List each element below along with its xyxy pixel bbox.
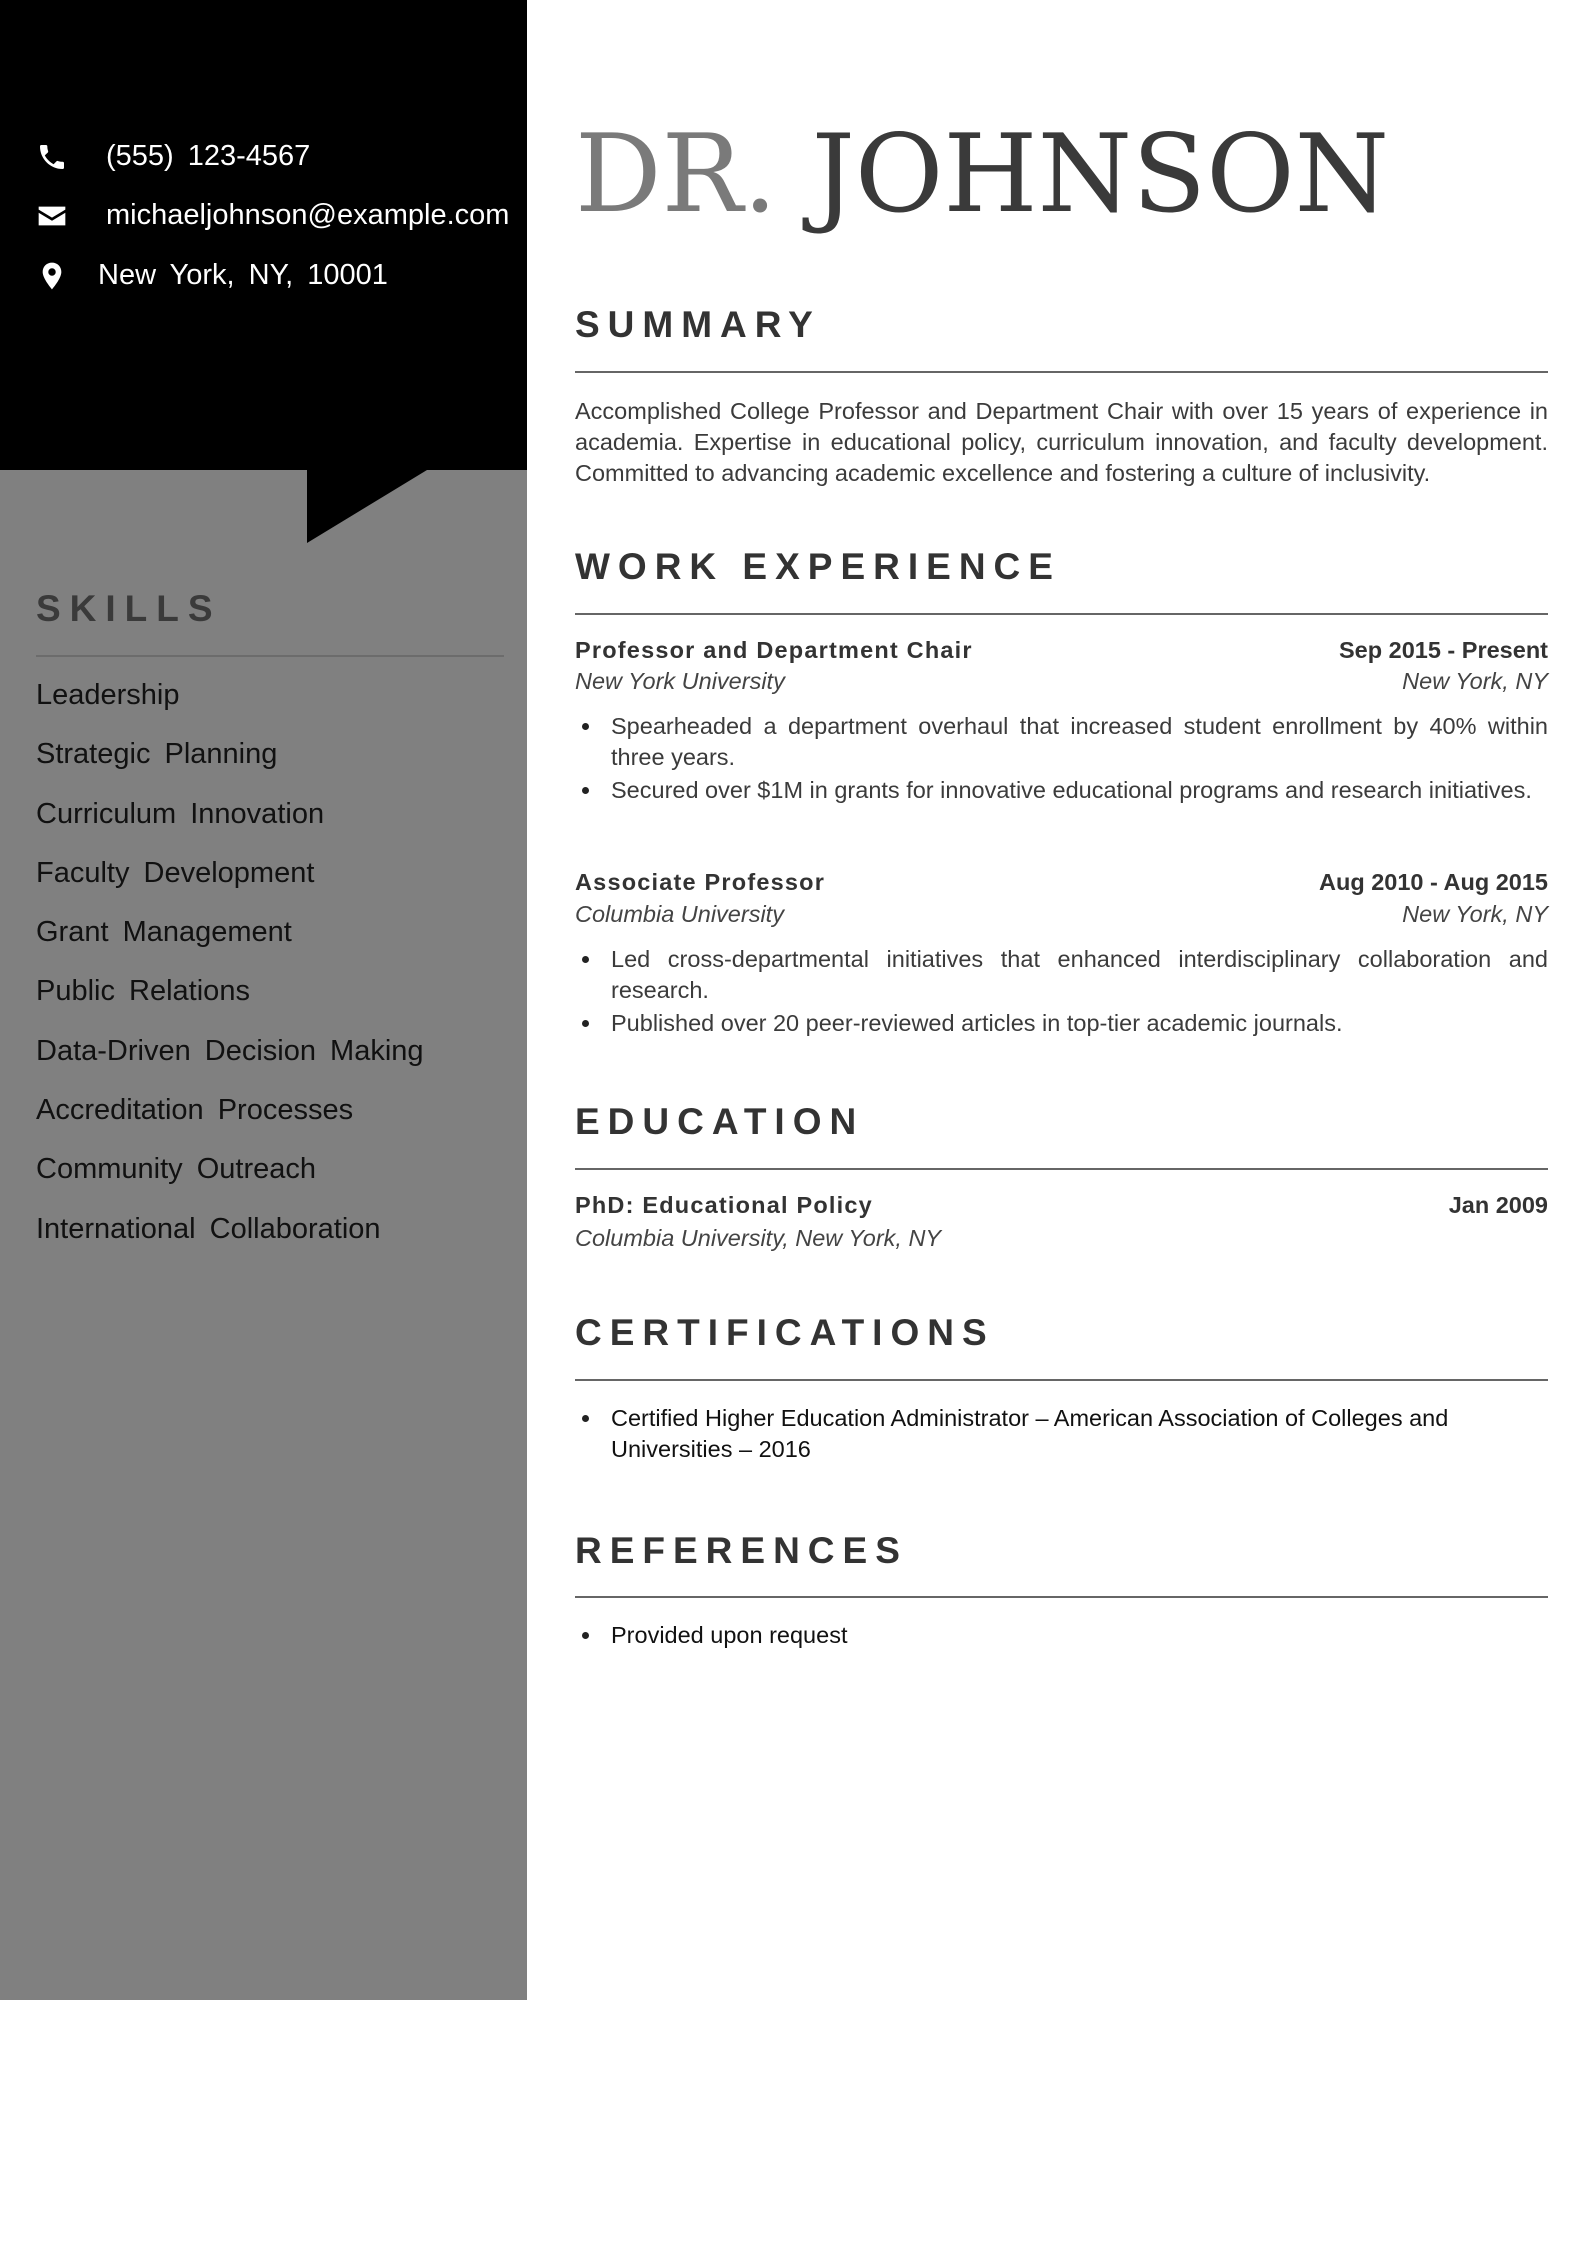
summary-title: SUMMARY	[575, 304, 821, 345]
skill-item: Public Relations	[36, 975, 250, 1008]
email-text: michaeljohnson@example.com	[106, 199, 510, 231]
certifications-list	[575, 1403, 1548, 1467]
job-subheader	[575, 668, 1548, 695]
skill-item: Data-Driven Decision Making	[36, 1034, 424, 1067]
bullet-text: Led cross-departmental initiatives that enhanced interdisciplinary collaboration and research.	[611, 946, 1548, 1003]
degree-date: Jan 2009	[1448, 1192, 1548, 1218]
name-prefix: DR.	[575, 112, 778, 237]
experience-divider	[575, 613, 1548, 615]
skill-item: International Collaboration	[36, 1212, 381, 1245]
list-item	[575, 775, 1548, 806]
reference-text: Provided upon request	[611, 1622, 848, 1648]
contact-phone[interactable]	[36, 140, 310, 173]
contact-email[interactable]	[36, 199, 509, 232]
job-bullets	[575, 711, 1548, 808]
skill-item: Grant Management	[36, 916, 292, 949]
degree: PhD: Educational Policy	[575, 1192, 873, 1218]
contact-location	[36, 259, 388, 292]
summary-divider	[575, 371, 1548, 373]
references-list	[575, 1620, 1548, 1653]
bullet-dot	[582, 1632, 589, 1639]
job-location: New York, NY	[1402, 668, 1548, 694]
job-header	[575, 637, 1548, 664]
certifications-divider	[575, 1379, 1548, 1381]
skill-item: Leadership	[36, 679, 180, 711]
certifications-title: CERTIFICATIONS	[575, 1312, 995, 1353]
list-item	[575, 711, 1548, 773]
job-subheader	[575, 901, 1548, 928]
skill-item: Curriculum Innovation	[36, 797, 325, 830]
bullet-dot	[582, 1020, 589, 1027]
job-location: New York, NY	[1402, 901, 1548, 927]
phone-text: (555) 123-4567	[106, 140, 311, 172]
skill-item: Accreditation Processes	[36, 1094, 354, 1127]
bullet-text: Secured over $1M in grants for innovative educational programs and research initiatives.	[611, 777, 1532, 803]
map-pin-icon	[36, 260, 68, 292]
skills-list	[36, 668, 424, 1261]
job-bullets	[575, 944, 1548, 1041]
skills-title: SKILLS	[36, 588, 222, 629]
job-dates: Aug 2010 - Aug 2015	[1319, 869, 1548, 895]
skills-divider	[36, 655, 504, 657]
job-role: Associate Professor	[575, 869, 826, 895]
education-header	[575, 1192, 1548, 1219]
list-item	[575, 1403, 1548, 1465]
bullet-text: Published over 20 peer-reviewed articles in top-tier academic journals.	[611, 1010, 1343, 1036]
bullet-dot	[582, 787, 589, 794]
job-dates: Sep 2015 - Present	[1339, 637, 1548, 663]
bullet-text: Spearheaded a department overhaul that increased student enrollment by 40% within three years.	[611, 713, 1548, 770]
school: Columbia University, New York, NY	[575, 1225, 942, 1251]
skill-item: Faculty Development	[36, 856, 315, 889]
envelope-icon	[36, 200, 68, 232]
references-divider	[575, 1596, 1548, 1598]
contact-block	[0, 0, 527, 470]
phone-icon	[36, 141, 68, 173]
certification-text: Certified Higher Education Administrator – American Association of Colleges and Universities – 2016	[611, 1405, 1449, 1462]
education-title: EDUCATION	[575, 1101, 865, 1142]
job-role: Professor and Department Chair	[575, 637, 973, 663]
bullet-dot	[582, 1415, 589, 1422]
job-header	[575, 869, 1548, 896]
name-last: JOHNSON	[811, 112, 1390, 237]
education-subheader	[575, 1225, 1548, 1252]
speech-pointer-shape	[307, 470, 427, 543]
list-item	[575, 1620, 1548, 1651]
job-org: New York University	[575, 668, 785, 694]
bullet-dot	[582, 723, 589, 730]
skill-item: Strategic Planning	[36, 738, 278, 771]
skill-item: Community Outreach	[36, 1153, 316, 1186]
job-org: Columbia University	[575, 901, 784, 927]
summary-text: Accomplished College Professor and Department Chair with over 15 years of experience in academia. Expertise in educational policy, curriculum innovation, and faculty development. Committed to advancing academic excellence and fostering a culture of inclusivity.	[575, 398, 1548, 486]
page-title	[575, 110, 1389, 240]
sidebar	[0, 0, 527, 2000]
references-title: REFERENCES	[575, 1530, 908, 1571]
location-text: New York, NY, 10001	[98, 259, 388, 291]
list-item	[575, 1008, 1548, 1039]
bullet-dot	[582, 956, 589, 963]
education-divider	[575, 1168, 1548, 1170]
list-item	[575, 944, 1548, 1006]
experience-title: WORK EXPERIENCE	[575, 546, 1061, 587]
